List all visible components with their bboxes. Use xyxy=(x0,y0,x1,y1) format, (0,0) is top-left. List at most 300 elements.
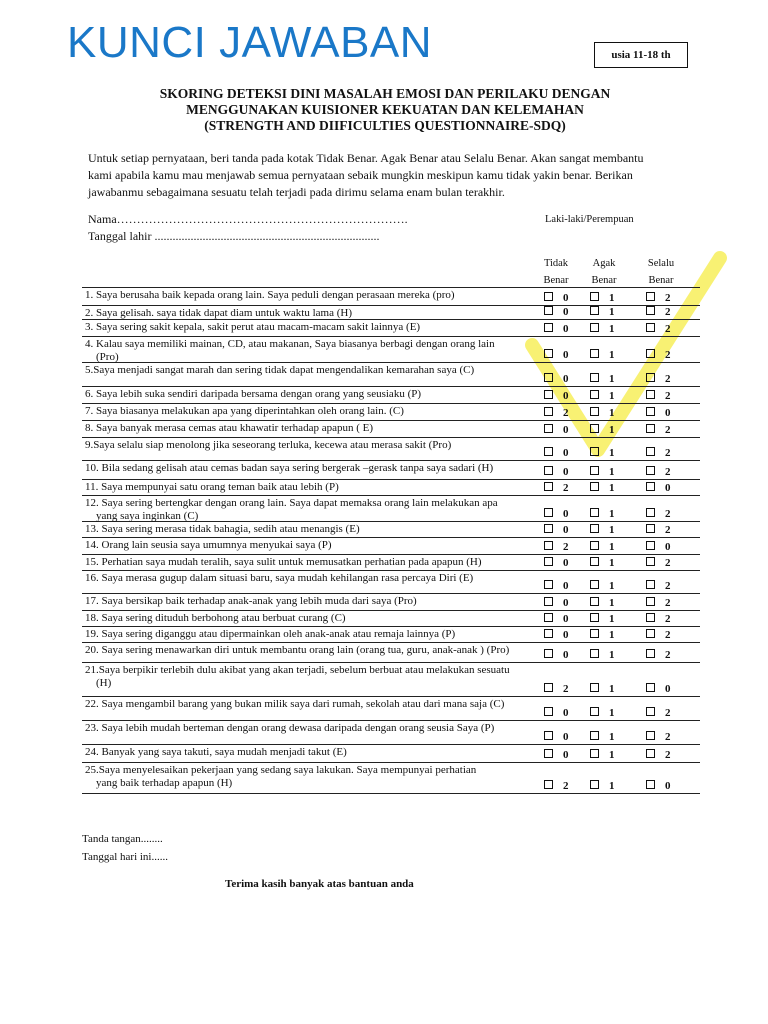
answer-option[interactable] xyxy=(544,466,569,478)
checkbox-icon[interactable] xyxy=(646,629,655,638)
checkbox-icon[interactable] xyxy=(646,466,655,475)
answer-option[interactable] xyxy=(590,407,615,419)
question-text xyxy=(82,306,530,320)
question-row xyxy=(82,320,700,337)
question-row xyxy=(82,745,700,763)
answer-option[interactable] xyxy=(544,613,569,625)
answer-option[interactable] xyxy=(544,424,569,436)
answer-option[interactable] xyxy=(646,541,671,553)
score-value: 2 xyxy=(665,597,671,609)
question-line: (H) xyxy=(96,676,112,689)
question-row xyxy=(82,387,700,404)
checkbox-icon[interactable] xyxy=(646,780,655,789)
answer-option[interactable] xyxy=(590,306,615,318)
checkbox-icon[interactable] xyxy=(544,649,553,658)
score-value: 0 xyxy=(563,508,569,520)
answer-key-title: KUNCI JAWABAN xyxy=(67,18,433,67)
question-row xyxy=(82,663,700,697)
checkbox-icon[interactable] xyxy=(544,292,553,301)
answer-option[interactable] xyxy=(544,349,569,361)
answer-option[interactable] xyxy=(590,447,615,459)
answer-option[interactable] xyxy=(646,424,671,436)
score-value: 2 xyxy=(665,466,671,478)
score-value: 0 xyxy=(563,292,569,304)
question-row xyxy=(82,643,700,663)
score-value: 0 xyxy=(563,629,569,641)
checkbox-icon[interactable] xyxy=(646,424,655,433)
checkbox-icon[interactable] xyxy=(590,707,599,716)
answer-options xyxy=(544,524,700,536)
answer-option[interactable] xyxy=(590,508,615,520)
score-value: 2 xyxy=(665,707,671,719)
checkbox-icon[interactable] xyxy=(590,508,599,517)
score-value: 2 xyxy=(563,407,569,419)
answer-option[interactable] xyxy=(590,731,615,743)
score-value: 1 xyxy=(609,749,615,761)
answer-option[interactable] xyxy=(590,373,615,385)
answer-option[interactable] xyxy=(646,649,671,661)
answer-option[interactable] xyxy=(544,580,569,592)
checkbox-icon[interactable] xyxy=(544,629,553,638)
answer-option[interactable] xyxy=(544,447,569,459)
checkbox-icon[interactable] xyxy=(590,407,599,416)
checkbox-icon[interactable] xyxy=(646,749,655,758)
score-value: 2 xyxy=(665,749,671,761)
answer-option[interactable] xyxy=(590,749,615,761)
checkbox-icon[interactable] xyxy=(646,557,655,566)
score-value: 0 xyxy=(563,466,569,478)
score-value: 1 xyxy=(609,508,615,520)
answer-option[interactable] xyxy=(646,349,671,361)
score-value: 0 xyxy=(665,683,671,695)
answer-options xyxy=(544,707,700,719)
checkbox-icon[interactable] xyxy=(590,306,599,315)
score-value: 2 xyxy=(665,649,671,661)
answer-options xyxy=(544,373,700,385)
answer-option[interactable] xyxy=(646,482,671,494)
question-text xyxy=(82,480,530,494)
checkbox-icon[interactable] xyxy=(646,541,655,550)
score-value: 2 xyxy=(665,349,671,361)
question-row xyxy=(82,461,700,480)
checkbox-icon[interactable] xyxy=(590,373,599,382)
question-row xyxy=(82,404,700,421)
answer-option[interactable] xyxy=(646,629,671,641)
answer-option[interactable] xyxy=(544,306,569,318)
score-value: 0 xyxy=(563,424,569,436)
checkbox-icon[interactable] xyxy=(544,306,553,315)
score-value: 2 xyxy=(563,482,569,494)
answer-options xyxy=(544,649,700,661)
question-text xyxy=(82,538,530,552)
checkbox-icon[interactable] xyxy=(544,780,553,789)
answer-options xyxy=(544,557,700,569)
question-row xyxy=(82,363,700,387)
checkbox-icon[interactable] xyxy=(646,508,655,517)
answer-option[interactable] xyxy=(590,707,615,719)
question-text xyxy=(82,745,530,759)
checkbox-icon[interactable] xyxy=(646,407,655,416)
answer-option[interactable] xyxy=(590,323,615,335)
score-value: 2 xyxy=(665,373,671,385)
answer-options xyxy=(544,731,700,743)
question-line: yang baik terhadap apapun (H) xyxy=(96,776,233,789)
checkbox-icon[interactable] xyxy=(590,629,599,638)
score-value: 1 xyxy=(609,780,615,792)
answer-options xyxy=(544,424,700,436)
question-text xyxy=(82,594,530,608)
score-value: 2 xyxy=(665,292,671,304)
checkbox-icon[interactable] xyxy=(590,731,599,740)
question-row xyxy=(82,421,700,438)
answer-option[interactable] xyxy=(590,629,615,641)
answer-option[interactable] xyxy=(544,541,569,553)
question-line: 21.Saya berpikir terlebih dulu akibat yang akan terjadi, sebelum berbuat atau melakukan sesuatu xyxy=(85,664,510,676)
question-line: 24. Banyak yang saya takuti, saya mudah menjadi takut (E) xyxy=(85,746,347,758)
column-header-text: Selalu xyxy=(647,258,675,269)
checkbox-icon[interactable] xyxy=(646,306,655,315)
question-line: 6. Saya lebih suka sendiri daripada bersama dengan orang yang seusiaku (P) xyxy=(85,388,422,400)
checkbox-icon[interactable] xyxy=(544,749,553,758)
checkbox-icon[interactable] xyxy=(590,683,599,692)
checkbox-icon[interactable] xyxy=(590,557,599,566)
name-field[interactable]: Nama………………………………………………………………. xyxy=(88,212,408,226)
question-line: 23. Saya lebih mudah berteman dengan orang dewasa daripada dengan orang seusia Saya (P) xyxy=(85,722,495,734)
answer-options xyxy=(544,683,700,695)
checkbox-icon[interactable] xyxy=(646,580,655,589)
checkbox-icon[interactable] xyxy=(544,580,553,589)
checkbox-icon[interactable] xyxy=(646,683,655,692)
score-value: 0 xyxy=(665,482,671,494)
checkbox-icon[interactable] xyxy=(646,731,655,740)
question-line: 4. Kalau saya memiliki mainan, CD, atau makanan, Saya biasanya berbagi dengan orang lain xyxy=(85,338,495,350)
checkbox-icon[interactable] xyxy=(590,447,599,456)
score-value: 2 xyxy=(665,524,671,536)
score-value: 1 xyxy=(609,292,615,304)
answer-option[interactable] xyxy=(646,447,671,459)
answer-option[interactable] xyxy=(646,323,671,335)
checkbox-icon[interactable] xyxy=(544,707,553,716)
question-line: 16. Saya merasa gugup dalam situasi baru, saya mudah kehilangan rasa percaya Diri (E) xyxy=(85,572,474,584)
column-header-text: Benar xyxy=(591,275,617,286)
answer-option[interactable] xyxy=(646,597,671,609)
answer-option[interactable] xyxy=(544,557,569,569)
answer-option[interactable] xyxy=(544,390,569,402)
question-text xyxy=(82,663,530,689)
checkbox-icon[interactable] xyxy=(590,524,599,533)
score-value: 2 xyxy=(665,424,671,436)
birthdate-field[interactable]: Tanggal lahir ........................................................................... xyxy=(88,229,380,243)
question-line: 14. Orang lain seusia saya umumnya menyukai saya (P) xyxy=(85,539,332,551)
checkbox-icon[interactable] xyxy=(646,390,655,399)
answer-option[interactable] xyxy=(646,524,671,536)
checkbox-icon[interactable] xyxy=(646,597,655,606)
score-value: 1 xyxy=(609,466,615,478)
answer-option[interactable] xyxy=(544,731,569,743)
checkbox-icon[interactable] xyxy=(590,323,599,332)
answer-option[interactable] xyxy=(646,707,671,719)
answer-option[interactable] xyxy=(544,597,569,609)
checkbox-icon[interactable] xyxy=(590,580,599,589)
question-text xyxy=(82,627,530,641)
answer-option[interactable] xyxy=(590,390,615,402)
score-value: 1 xyxy=(609,557,615,569)
answer-options xyxy=(544,306,700,318)
question-text xyxy=(82,288,530,302)
question-text xyxy=(82,643,530,657)
checkbox-icon[interactable] xyxy=(590,292,599,301)
checkbox-icon[interactable] xyxy=(544,373,553,382)
answer-option[interactable] xyxy=(590,292,615,304)
answer-option[interactable] xyxy=(646,557,671,569)
score-value: 1 xyxy=(609,629,615,641)
answer-option[interactable] xyxy=(646,407,671,419)
score-value: 1 xyxy=(609,373,615,385)
question-line: 20. Saya sering menawarkan diri untuk membantu orang lain (orang tua, guru, anak-anak ) (Pro) xyxy=(85,644,510,656)
answer-options xyxy=(544,508,700,520)
answer-option[interactable] xyxy=(646,466,671,478)
score-value: 1 xyxy=(609,541,615,553)
answer-option[interactable] xyxy=(646,306,671,318)
score-value: 2 xyxy=(665,390,671,402)
checkbox-icon[interactable] xyxy=(590,482,599,491)
question-line: 7. Saya biasanya melakukan apa yang diperintahkan oleh orang lain. (C) xyxy=(85,405,404,417)
answer-options xyxy=(544,780,700,792)
document-heading xyxy=(90,86,680,134)
question-row xyxy=(82,721,700,745)
checkbox-icon[interactable] xyxy=(590,649,599,658)
checkbox-icon[interactable] xyxy=(544,524,553,533)
gender-field[interactable]: Laki-laki/Perempuan xyxy=(545,214,634,225)
question-line: (Pro) xyxy=(96,350,119,363)
answer-options xyxy=(544,349,700,361)
answer-option[interactable] xyxy=(544,524,569,536)
answer-option[interactable] xyxy=(646,749,671,761)
score-value: 1 xyxy=(609,580,615,592)
score-value: 1 xyxy=(609,524,615,536)
answer-options xyxy=(544,541,700,553)
answer-option[interactable] xyxy=(544,649,569,661)
answer-option[interactable] xyxy=(544,508,569,520)
score-value: 2 xyxy=(665,731,671,743)
question-text xyxy=(82,721,530,735)
answer-option[interactable] xyxy=(544,749,569,761)
question-row xyxy=(82,763,700,794)
score-value: 2 xyxy=(665,580,671,592)
score-value: 0 xyxy=(563,707,569,719)
score-value: 0 xyxy=(563,447,569,459)
score-value: 0 xyxy=(563,580,569,592)
answer-option[interactable] xyxy=(646,683,671,695)
score-value: 0 xyxy=(665,541,671,553)
checkbox-icon[interactable] xyxy=(646,292,655,301)
checkbox-icon[interactable] xyxy=(590,424,599,433)
checkbox-icon[interactable] xyxy=(544,597,553,606)
score-value: 1 xyxy=(609,407,615,419)
question-line: 11. Saya mempunyai satu orang teman baik atau lebih (P) xyxy=(85,481,339,493)
checkbox-icon[interactable] xyxy=(646,373,655,382)
score-value: 0 xyxy=(665,780,671,792)
checkbox-icon[interactable] xyxy=(590,749,599,758)
checkbox-icon[interactable] xyxy=(646,524,655,533)
checkbox-icon[interactable] xyxy=(590,349,599,358)
score-value: 2 xyxy=(665,306,671,318)
question-text xyxy=(82,461,530,475)
date-field[interactable]: Tanggal hari ini...... xyxy=(82,851,168,863)
checkbox-icon[interactable] xyxy=(544,424,553,433)
question-text xyxy=(82,763,530,789)
question-line: 17. Saya bersikap baik terhadap anak-anak yang lebih muda dari saya (Pro) xyxy=(85,595,417,607)
signature-field[interactable]: Tanda tangan........ xyxy=(82,833,163,845)
score-value: 1 xyxy=(609,390,615,402)
answer-option[interactable] xyxy=(646,580,671,592)
answer-option[interactable] xyxy=(544,707,569,719)
question-row xyxy=(82,571,700,594)
score-value: 1 xyxy=(609,597,615,609)
question-row xyxy=(82,306,700,320)
score-value: 2 xyxy=(563,780,569,792)
answer-option[interactable] xyxy=(646,731,671,743)
answer-option[interactable] xyxy=(544,629,569,641)
checkbox-icon[interactable] xyxy=(544,508,553,517)
answer-option[interactable] xyxy=(590,780,615,792)
question-line: 12. Saya sering bertengkar dengan orang lain. Saya dapat memaksa orang lain melakukan apa xyxy=(85,497,498,509)
answer-option[interactable] xyxy=(646,373,671,385)
score-value: 0 xyxy=(563,557,569,569)
answer-option[interactable] xyxy=(590,597,615,609)
score-value: 1 xyxy=(609,323,615,335)
checkbox-icon[interactable] xyxy=(544,613,553,622)
question-text xyxy=(82,697,530,711)
checkbox-icon[interactable] xyxy=(646,323,655,332)
score-value: 1 xyxy=(609,613,615,625)
answer-option[interactable] xyxy=(544,780,569,792)
score-value: 0 xyxy=(563,306,569,318)
score-value: 2 xyxy=(665,447,671,459)
answer-option[interactable] xyxy=(590,613,615,625)
score-value: 1 xyxy=(609,482,615,494)
checkbox-icon[interactable] xyxy=(544,323,553,332)
question-line: yang saya inginkan (C) xyxy=(96,509,199,522)
checkbox-icon[interactable] xyxy=(590,390,599,399)
checkbox-icon[interactable] xyxy=(646,482,655,491)
column-header-text: Benar xyxy=(648,275,674,286)
answer-option[interactable] xyxy=(544,482,569,494)
question-text xyxy=(82,555,530,569)
question-text xyxy=(82,320,530,334)
score-value: 0 xyxy=(563,524,569,536)
instructions-paragraph: Untuk setiap pernyataan, beri tanda pada kotak Tidak Benar. Agak Benar atau Selalu Benar. Akan sangat membantu kami apabila kamu mau menjawab semua pernyataan sebaik mungkin meskipun kamu tidak yakin benar. Berikan jawabanmu sebagaimana sesuatu telah terjadi pada dirimu selama enam bulan terakhir. xyxy=(88,151,644,199)
score-value: 0 xyxy=(563,649,569,661)
answer-option[interactable] xyxy=(590,557,615,569)
question-text xyxy=(82,387,530,401)
checkbox-icon[interactable] xyxy=(544,390,553,399)
answer-option[interactable] xyxy=(590,541,615,553)
checkbox-icon[interactable] xyxy=(544,349,553,358)
checkbox-icon[interactable] xyxy=(646,649,655,658)
checkbox-icon[interactable] xyxy=(646,707,655,716)
answer-option[interactable] xyxy=(646,780,671,792)
question-line: 25.Saya menyelesaikan pekerjaan yang sedang saya lakukan. Saya mempunyai perhatian xyxy=(85,764,477,776)
checkbox-icon[interactable] xyxy=(590,613,599,622)
checkbox-icon[interactable] xyxy=(544,731,553,740)
answer-option[interactable] xyxy=(544,407,569,419)
score-value: 0 xyxy=(665,407,671,419)
question-line: 18. Saya sering dituduh berbohong atau berbuat curang (C) xyxy=(85,612,346,624)
question-text xyxy=(82,522,530,536)
answer-option[interactable] xyxy=(590,424,615,436)
answer-option[interactable] xyxy=(646,613,671,625)
checkbox-icon[interactable] xyxy=(544,683,553,692)
answer-options xyxy=(544,323,700,335)
checkbox-icon[interactable] xyxy=(590,466,599,475)
checkbox-icon[interactable] xyxy=(544,466,553,475)
answer-option[interactable] xyxy=(646,508,671,520)
questionnaire-table xyxy=(82,287,700,794)
answer-option[interactable] xyxy=(590,524,615,536)
answer-options xyxy=(544,580,700,592)
question-line: 15. Perhatian saya mudah teralih, saya sulit untuk memusatkan perhatian pada apapun (H) xyxy=(85,556,482,568)
score-value: 2 xyxy=(665,629,671,641)
checkbox-icon[interactable] xyxy=(544,447,553,456)
checkbox-icon[interactable] xyxy=(544,541,553,550)
age-range-box: usia 11-18 th xyxy=(594,42,688,68)
answer-options xyxy=(544,466,700,478)
checkbox-icon[interactable] xyxy=(590,597,599,606)
score-value: 0 xyxy=(563,597,569,609)
heading-line-2: MENGGUNAKAN KUISIONER KEKUATAN DAN KELEMAHAN xyxy=(186,102,584,117)
checkbox-icon[interactable] xyxy=(590,780,599,789)
checkbox-icon[interactable] xyxy=(544,407,553,416)
answer-option[interactable] xyxy=(590,482,615,494)
answer-option[interactable] xyxy=(590,683,615,695)
answer-option[interactable] xyxy=(590,349,615,361)
answer-options xyxy=(544,482,700,494)
score-value: 1 xyxy=(609,447,615,459)
score-value: 2 xyxy=(665,508,671,520)
checkbox-icon[interactable] xyxy=(544,557,553,566)
checkbox-icon[interactable] xyxy=(646,447,655,456)
score-value: 2 xyxy=(563,541,569,553)
checkbox-icon[interactable] xyxy=(590,541,599,550)
answer-option[interactable] xyxy=(590,649,615,661)
answer-option[interactable] xyxy=(590,580,615,592)
checkbox-icon[interactable] xyxy=(544,482,553,491)
answer-options xyxy=(544,407,700,419)
score-value: 1 xyxy=(609,649,615,661)
question-row xyxy=(82,697,700,721)
answer-options xyxy=(544,749,700,761)
question-row xyxy=(82,287,700,306)
answer-option[interactable] xyxy=(544,323,569,335)
checkbox-icon[interactable] xyxy=(646,613,655,622)
answer-option[interactable] xyxy=(544,683,569,695)
answer-options xyxy=(544,597,700,609)
question-row xyxy=(82,337,700,363)
answer-option[interactable] xyxy=(544,373,569,385)
question-line: 19. Saya sering diganggu atau dipermainkan oleh anak-anak atau remaja lainnya (P) xyxy=(85,628,456,640)
question-row xyxy=(82,594,700,611)
score-value: 2 xyxy=(665,557,671,569)
answer-option[interactable] xyxy=(646,390,671,402)
answer-option[interactable] xyxy=(590,466,615,478)
answer-option[interactable] xyxy=(646,292,671,304)
answer-option[interactable] xyxy=(544,292,569,304)
question-text xyxy=(82,496,530,522)
question-line: 1. Saya berusaha baik kepada orang lain. Saya peduli dengan perasaan mereka (pro) xyxy=(85,289,455,301)
checkbox-icon[interactable] xyxy=(646,349,655,358)
answer-options xyxy=(544,447,700,459)
